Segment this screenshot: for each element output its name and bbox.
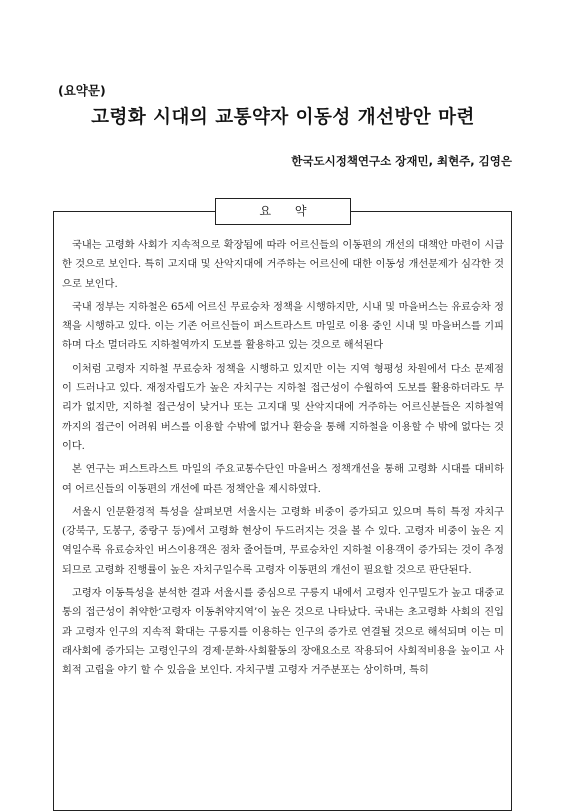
abstract-paragraph: 이처럼 고령자 지하철 무료승차 정책을 시행하고 있지만 이는 지역 형평성 차원에서 다소 문제점이 드러나고 있다. 재정자립도가 높은 자치구는 지하철 접근성이 수월하여 도보를 활용하더라도 무리가 없지만, 지하철 접근성이 낮거나 또는 고지대 및 산악지대에 거주하는 어르신분들은 지하철역 까지의 접근이 어려워 버스를 이용할 수밖에 없거나 환승을 통해 지하철을 이용할 수 밖에 없다는 것이다. <box>62 363 504 452</box>
abstract-paragraph: 고령자 이동특성을 분석한 결과 서울시를 중심으로 구릉지 내에서 고령자 인구밀도가 높고 대중교통의 접근성이 취약한‘고령자 이동취약지역’이 높은 것으로 나타났다. 국내는 초고령화 사회의 진입과 고령자 인구의 지속적 확대는 구릉지를 이용하는 인구의 증가로 연결될 것으로 해석되며 이는 미래사회에 증가되는 고령인구의 경제·문화·사회활동의 장애요소로 작용되어 사회적비용을 높이고 사회적 고립을 야기 할 수 있음을 보인다. 자치구별 고령자 거주분포는 상이하며, 특히 <box>62 588 504 677</box>
abstract-paragraph: 서울시 인문환경적 특성을 살펴보면 서울시는 고령화 비중이 증가되고 있으며 특히 특정 자치구(강북구, 도봉구, 중랑구 등)에서 고령화 현상이 두드러지는 것을 볼 수 있다. 고령자 비중이 높은 지역일수록 유료승차인 버스이용객은 점차 줄어들며, 무료승차인 지하철 이용객이 증가되는 것이 추정되므로 고령화 진행률이 높은 자치구일수록 고령자 이동편의 개선이 필요할 것으로 판단된다. <box>62 506 504 576</box>
abstract-heading: 요 약 <box>215 198 351 225</box>
abstract-paragraph: 본 연구는 퍼스트라스트 마일의 주요교통수단인 마을버스 정책개선을 통해 고령화 시대를 대비하여 어르신들의 이동편의 개선에 따른 정책안을 제시하였다. <box>62 464 504 495</box>
document-title: 고령화 시대의 교통약자 이동성 개선방안 마련 <box>91 107 475 128</box>
abstract-paragraph: 국내는 고령화 사회가 지속적으로 확장됨에 따라 어르신들의 이동편의 개선의 대책안 마련이 시급한 것으로 보인다. 특히 고지대 및 산악지대에 거주하는 어르신에 대한 이동성 개선문제가 심각한 것으로 보인다. <box>62 240 504 290</box>
document-label: (요약문) <box>58 83 106 98</box>
abstract-paragraph: 국내 정부는 지하철은 65세 어르신 무료승차 정책을 시행하지만, 시내 및 마을버스는 유료승차 정책을 시행하고 있다. 이는 기존 어르신들이 퍼스트라스트 마일로 이용 중인 시내 및 마을버스를 기피하며 다소 멀더라도 지하철역까지 도보를 활용하고 있는 것으로 해석된다 <box>62 301 504 352</box>
authors-line: 한국도시정책연구소 장재민, 최현주, 김영은 <box>291 154 512 168</box>
abstract-body <box>62 236 504 685</box>
